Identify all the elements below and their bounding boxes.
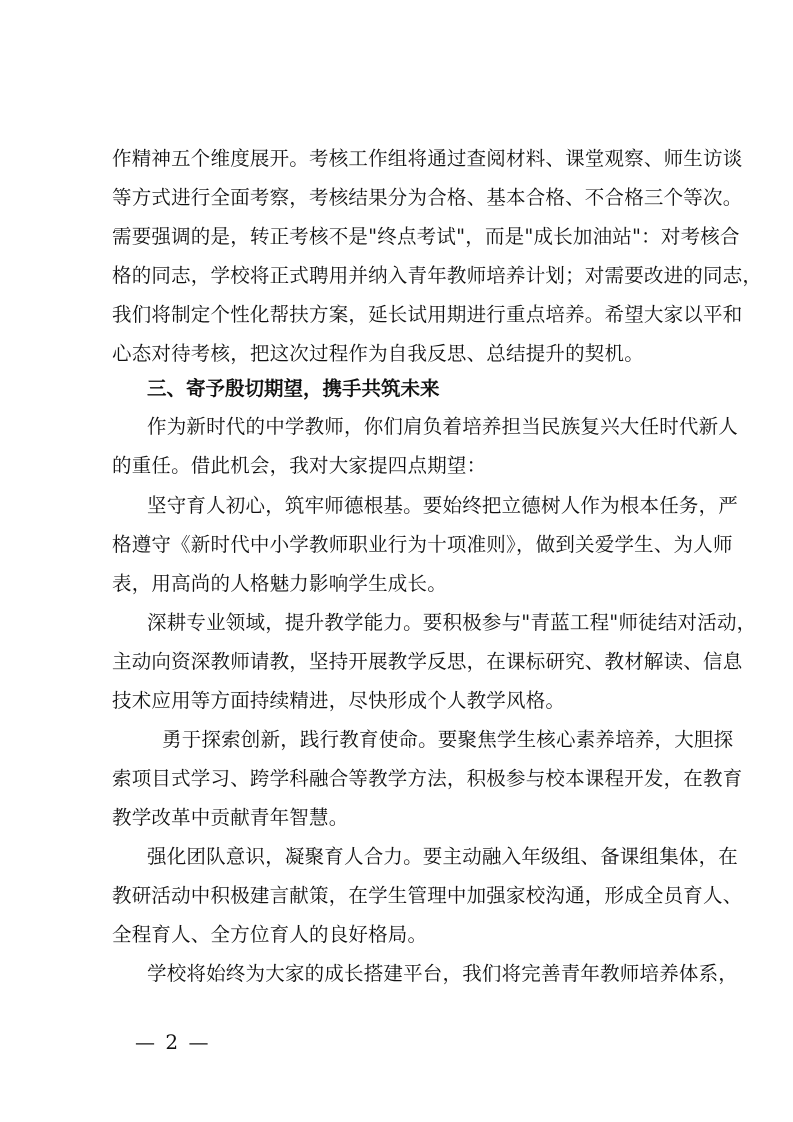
body-text-line: 作为新时代的中学教师，你们肩负着培养担当民族复兴大任时代新人 <box>147 415 739 438</box>
body-text-line: 主动向资深教师请教，坚持开展教学反思，在课标研究、教材解读、信息 <box>112 650 743 673</box>
body-text-line: 我们将制定个性化帮扶方案，延长试用期进行重点培养。希望大家以平和 <box>112 303 743 326</box>
body-text-line: 教学改革中贡献青年智慧。 <box>112 806 349 829</box>
body-text-line: 学校将始终为大家的成长搭建平台，我们将完善青年教师培养体系， <box>147 962 739 985</box>
body-text-line: 技术应用等方面持续精进，尽快形成个人教学风格。 <box>112 689 566 712</box>
body-text-line: 勇于探索创新，践行教育使命。要聚焦学生核心素养培养，大胆探 <box>162 728 734 751</box>
body-text-line: 强化团队意识，凝聚育人合力。要主动融入年级组、备课组集体，在 <box>147 845 739 868</box>
body-text-line: 全程育人、全方位育人的良好格局。 <box>112 923 428 946</box>
body-text-line: 心态对待考核，把这次过程作为自我反思、总结提升的契机。 <box>112 342 644 365</box>
body-text-line: 作精神五个维度展开。考核工作组将通过查阅材料、课堂观察、师生访谈 <box>112 147 743 170</box>
page-number: — 2 — <box>135 1030 211 1054</box>
body-text-line: 的重任。借此机会，我对大家提四点期望： <box>112 454 487 477</box>
body-text-line: 格的同志，学校将正式聘用并纳入青年教师培养计划；对需要改进的同志， <box>112 264 763 287</box>
body-text-line: 等方式进行全面考察，考核结果分为合格、基本合格、不合格三个等次。 <box>112 186 743 209</box>
body-text-line: 表，用高尚的人格魅力影响学生成长。 <box>112 572 447 595</box>
body-text-line: 坚守育人初心，筑牢师德根基。要始终把立德树人作为根本任务，严 <box>147 494 739 517</box>
body-text-line: 索项目式学习、跨学科融合等教学方法，积极参与校本课程开发，在教育 <box>112 767 743 790</box>
body-text-line: 需要强调的是，转正考核不是"终点考试"，而是"成长加油站"：对考核合 <box>112 225 740 248</box>
body-text-line: 格遵守《新时代中小学教师职业行为十项准则》，做到关爱学生、为人师 <box>112 533 733 556</box>
body-text-line: 深耕专业领域，提升教学能力。要积极参与"青蓝工程"师徒结对活动， <box>147 611 757 634</box>
section-heading: 三、寄予殷切期望，携手共筑未来 <box>147 377 440 400</box>
body-text-line: 教研活动中积极建言献策，在学生管理中加强家校沟通，形成全员育人、 <box>112 884 743 907</box>
